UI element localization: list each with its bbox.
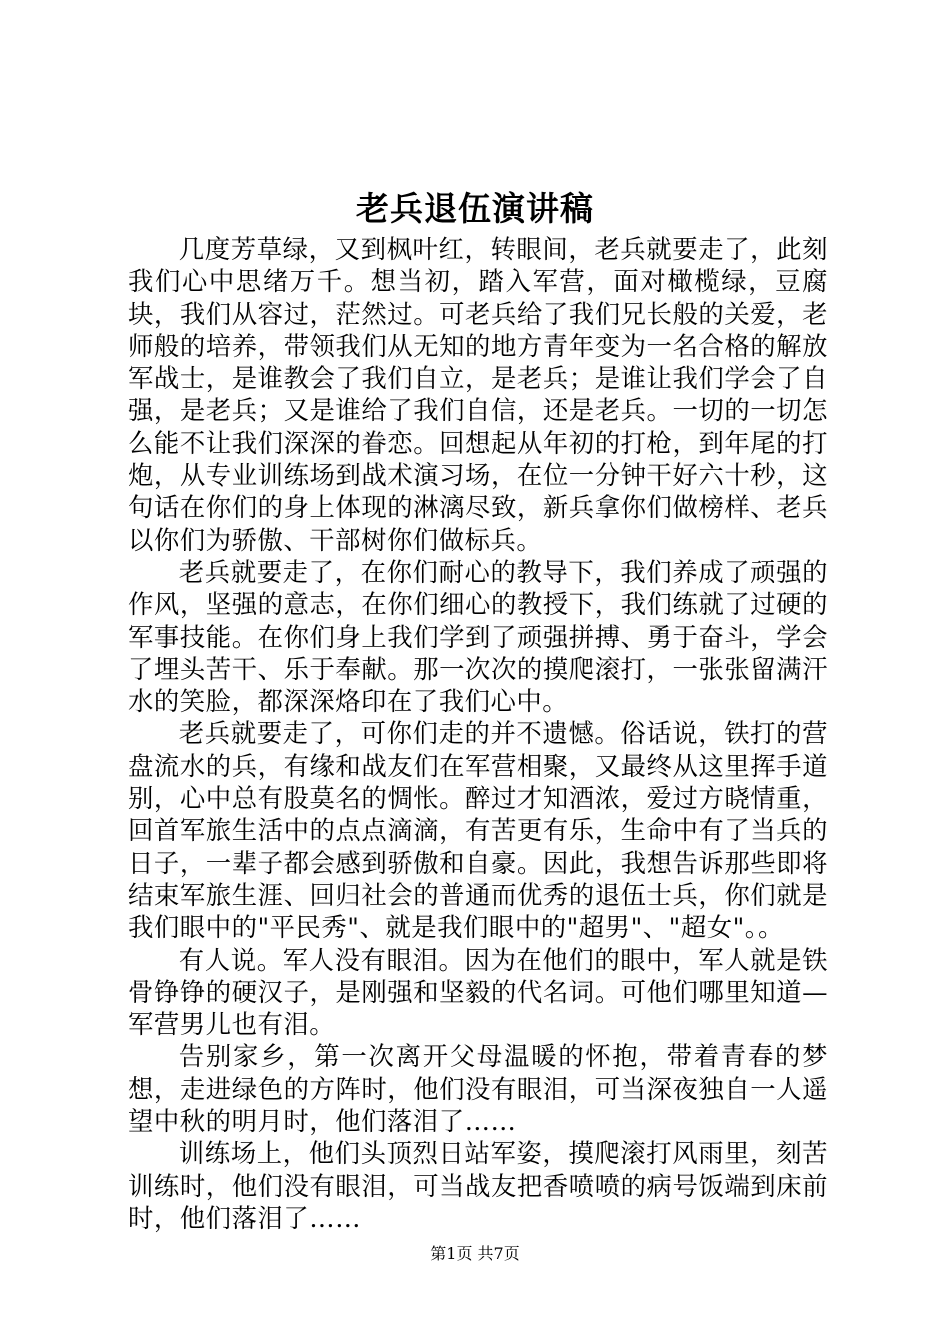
- paragraph-2: 老兵就要走了，在你们耐心的教导下，我们养成了顽强的作风，坚强的意志，在你们细心的教授下，我们练就了过硬的军事技能。在你们身上我们学到了顽强拼搏、勇于奋斗，学会了埋头苦干、乐于奉献。那一次次的摸爬滚打，一张张留满汗水的笑脸，都深深烙印在了我们心中。: [128, 556, 828, 717]
- paragraph-5: 告别家乡，第一次离开父母温暖的怀抱，带着青春的梦想，走进绿色的方阵时，他们没有眼泪，可当深夜独自一人遥望中秋的明月时，他们落泪了……: [128, 1041, 828, 1137]
- paragraph-4: 有人说。军人没有眼泪。因为在他们的眼中，军人就是铁骨铮铮的硬汉子，是刚强和坚毅的代名词。可他们哪里知道—军营男儿也有泪。: [128, 944, 828, 1040]
- document-title: 老兵退伍演讲稿: [356, 189, 594, 228]
- page-number-footer: 第1页 共7页: [430, 1244, 520, 1263]
- paragraph-1: 几度芳草绿，又到枫叶红，转眼间，老兵就要走了，此刻我们心中思绪万千。想当初，踏入军营，面对橄榄绿，豆腐块，我们从容过，茫然过。可老兵给了我们兄长般的关爱，老师般的培养，带领我们从无知的地方青年变为一名合格的解放军战士，是谁教会了我们自立，是老兵；是谁让我们学会了自强，是老兵；又是谁给了我们自信，还是老兵。一切的一切怎么能不让我们深深的眷恋。回想起从年初的打枪，到年尾的打炮，从专业训练场到战术演习场，在位一分钟干好六十秒，这句话在你们的身上体现的淋漓尽致，新兵拿你们做榜样、老兵以你们为骄傲、干部树你们做标兵。: [128, 234, 828, 555]
- paragraph-6: 训练场上，他们头顶烈日站军姿，摸爬滚打风雨里，刻苦训练时，他们没有眼泪，可当战友把香喷喷的病号饭端到床前时，他们落泪了……: [128, 1138, 828, 1233]
- document-body: [128, 233, 828, 1234]
- paragraph-3: 老兵就要走了，可你们走的并不遗憾。俗话说，铁打的营盘流水的兵，有缘和战友们在军营相聚，又最终从这里挥手道别，心中总有股莫名的惆怅。醉过才知酒浓，爱过方晓情重，回首军旅生活中的点点滴滴，有苦更有乐，生命中有了当兵的日子，一辈子都会感到骄傲和自豪。因此，我想告诉那些即将结束军旅生涯、回归社会的普通而优秀的退伍士兵，你们就是我们眼中的"平民秀"、就是我们眼中的"超男"、"超女"。。: [128, 718, 828, 943]
